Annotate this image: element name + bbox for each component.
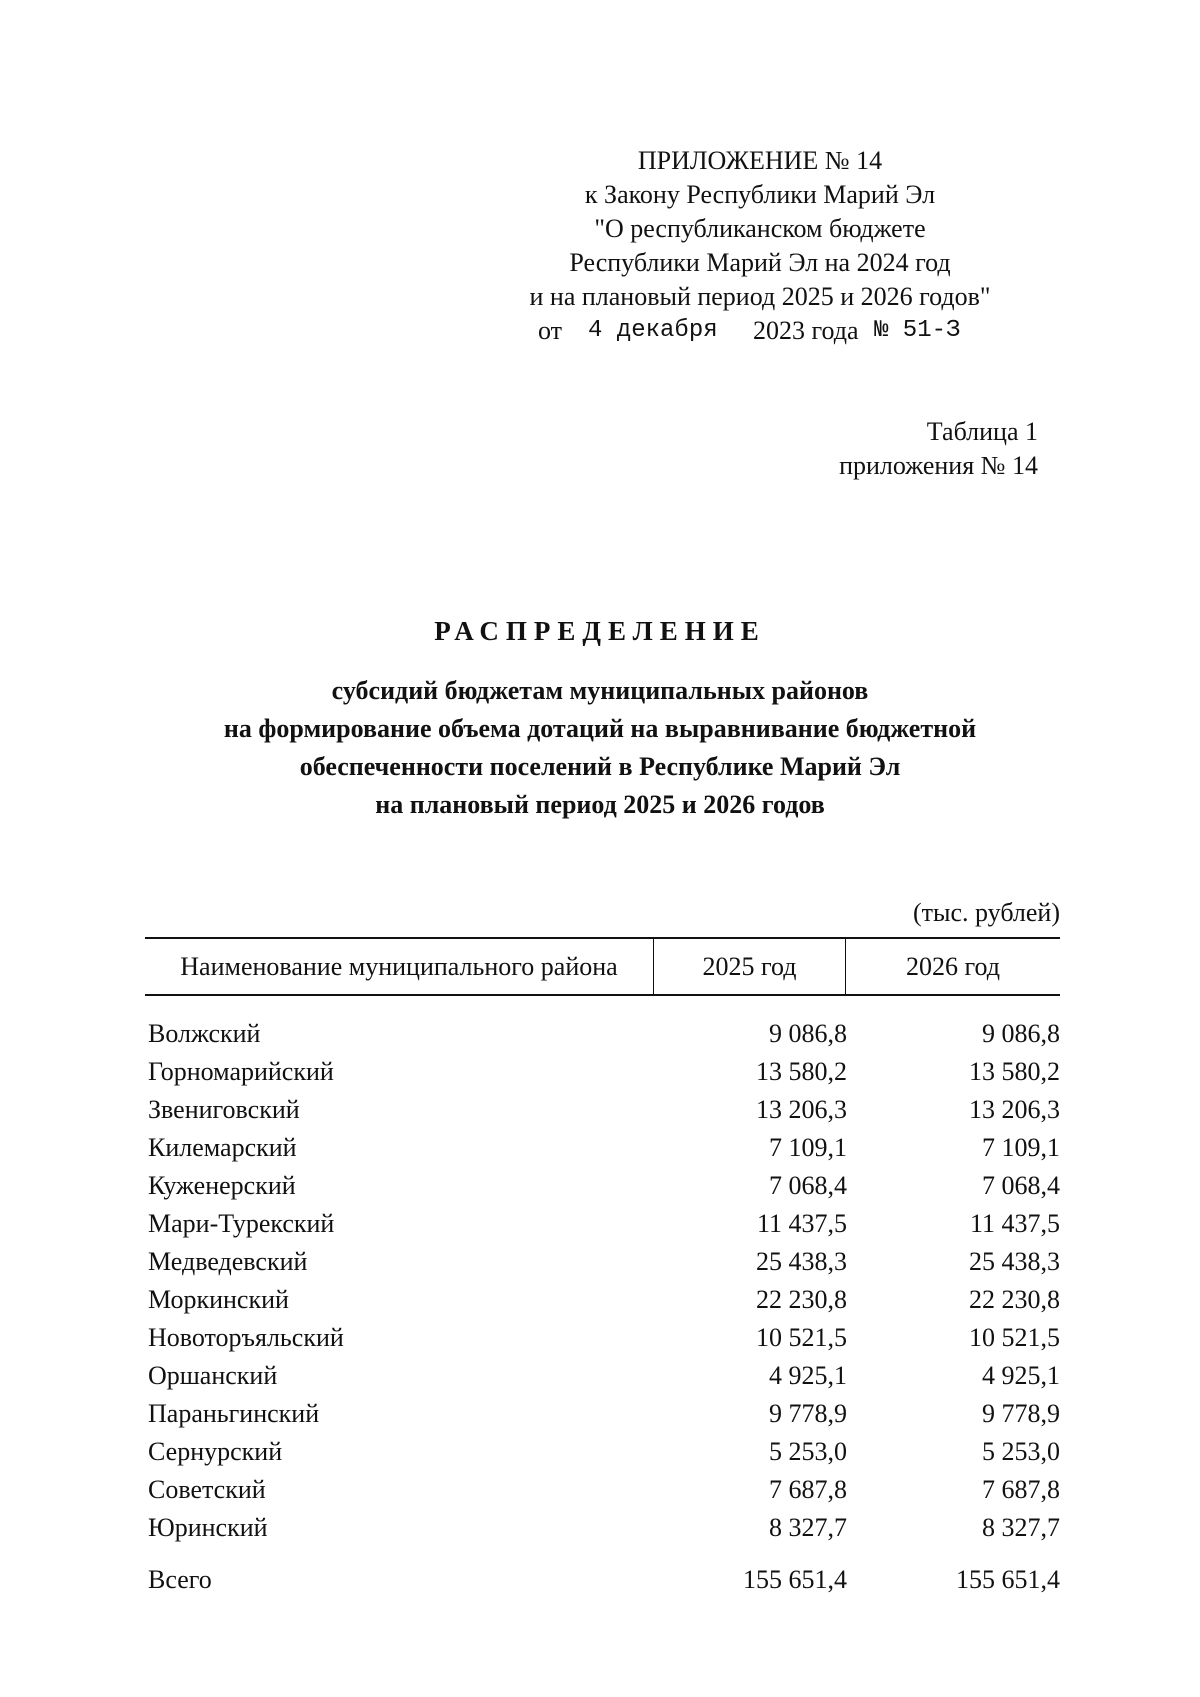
table-row bbox=[145, 1471, 1060, 1509]
value-2026: 11 437,5 bbox=[969, 1209, 1060, 1238]
district-name: Медведевский bbox=[148, 1247, 308, 1276]
table-row bbox=[145, 1433, 1060, 1471]
appendix-number: ПРИЛОЖЕНИЕ № 14 bbox=[637, 146, 883, 175]
table-row bbox=[145, 1015, 1060, 1053]
value-2025: 10 521,5 bbox=[756, 1323, 847, 1352]
district-name: Волжский bbox=[148, 1019, 261, 1048]
value-2026: 9 086,8 bbox=[982, 1019, 1060, 1048]
table-row bbox=[145, 1129, 1060, 1167]
document-subtitle bbox=[0, 672, 1200, 824]
subtitle-line-2: на формирование объема дотаций на выравнивание бюджетной bbox=[223, 714, 977, 743]
appendix-header bbox=[500, 144, 1020, 348]
table-row bbox=[145, 1281, 1060, 1319]
subtitle-line-1: субсидий бюджетам муниципальных районов bbox=[331, 676, 869, 705]
value-2025: 5 253,0 bbox=[769, 1437, 847, 1466]
district-name: Новоторъяльский bbox=[148, 1323, 344, 1352]
value-2026: 7 068,4 bbox=[982, 1171, 1060, 1200]
table-row bbox=[145, 1091, 1060, 1129]
district-name: Советский bbox=[148, 1475, 266, 1504]
date-day-month: 4 декабря bbox=[588, 317, 718, 344]
value-2025: 7 068,4 bbox=[769, 1171, 847, 1200]
units-label: (тыс. рублей) bbox=[912, 898, 1060, 927]
value-2026: 4 925,1 bbox=[982, 1361, 1060, 1390]
value-2026: 7 687,8 bbox=[982, 1475, 1060, 1504]
value-2026: 25 438,3 bbox=[969, 1247, 1060, 1276]
table-number: Таблица 1 bbox=[926, 417, 1038, 446]
value-2026: 7 109,1 bbox=[982, 1133, 1060, 1162]
law-title-line-3: и на плановый период 2025 и 2026 годов" bbox=[529, 282, 991, 311]
table-row bbox=[145, 1509, 1060, 1547]
value-2025: 11 437,5 bbox=[756, 1209, 847, 1238]
table-total-row bbox=[145, 1561, 1060, 1599]
law-title-line-2: Республики Марий Эл на 2024 год bbox=[569, 248, 951, 277]
value-2025: 7 687,8 bbox=[769, 1475, 847, 1504]
column-header-district: Наименование муниципального района bbox=[145, 939, 654, 994]
value-2025: 9 086,8 bbox=[769, 1019, 847, 1048]
value-2025: 7 109,1 bbox=[769, 1133, 847, 1162]
value-2026: 10 521,5 bbox=[969, 1323, 1060, 1352]
total-2026: 155 651,4 bbox=[956, 1565, 1060, 1594]
value-2025: 25 438,3 bbox=[756, 1247, 847, 1276]
column-header-2026: 2026 год bbox=[906, 951, 1000, 981]
table-row bbox=[145, 1243, 1060, 1281]
district-name: Куженерский bbox=[148, 1171, 296, 1200]
distribution-table bbox=[145, 937, 1060, 1599]
district-name: Оршанский bbox=[148, 1361, 278, 1390]
table-row bbox=[145, 1053, 1060, 1091]
district-name: Юринский bbox=[148, 1513, 268, 1542]
district-name: Килемарский bbox=[148, 1133, 297, 1162]
law-reference: к Закону Республики Марий Эл bbox=[584, 180, 936, 209]
date-prefix: от bbox=[538, 316, 563, 345]
value-2026: 5 253,0 bbox=[982, 1437, 1060, 1466]
value-2026: 8 327,7 bbox=[982, 1513, 1060, 1542]
value-2026: 9 778,9 bbox=[982, 1399, 1060, 1428]
law-number: № 51-З bbox=[874, 317, 961, 344]
district-name: Горномарийский bbox=[148, 1057, 334, 1086]
table-row bbox=[145, 1395, 1060, 1433]
value-2025: 8 327,7 bbox=[769, 1513, 847, 1542]
table-header-row bbox=[145, 937, 1060, 996]
table-appendix: приложения № 14 bbox=[839, 451, 1038, 480]
table-reference bbox=[839, 415, 1038, 483]
district-name: Звениговский bbox=[148, 1095, 300, 1124]
value-2025: 22 230,8 bbox=[756, 1285, 847, 1314]
district-name: Моркинский bbox=[148, 1285, 289, 1314]
table-row bbox=[145, 1319, 1060, 1357]
column-header-2025: 2025 год bbox=[654, 939, 846, 994]
law-title-line-1: "О республиканском бюджете bbox=[594, 214, 926, 243]
value-2025: 13 206,3 bbox=[756, 1095, 847, 1124]
law-date-line bbox=[500, 314, 1020, 348]
table-row bbox=[145, 1205, 1060, 1243]
value-2026: 13 206,3 bbox=[969, 1095, 1060, 1124]
subtitle-line-3: обеспеченности поселений в Республике Марий Эл bbox=[299, 752, 901, 781]
table-row bbox=[145, 1357, 1060, 1395]
value-2026: 22 230,8 bbox=[969, 1285, 1060, 1314]
district-name: Параньгинский bbox=[148, 1399, 320, 1428]
value-2025: 4 925,1 bbox=[769, 1361, 847, 1390]
value-2026: 13 580,2 bbox=[969, 1057, 1060, 1086]
total-2025: 155 651,4 bbox=[743, 1565, 847, 1594]
value-2025: 9 778,9 bbox=[769, 1399, 847, 1428]
table-row bbox=[145, 1167, 1060, 1205]
document-title: РАСПРЕДЕЛЕНИЕ bbox=[434, 616, 766, 646]
value-2025: 13 580,2 bbox=[756, 1057, 847, 1086]
subtitle-line-4: на плановый период 2025 и 2026 годов bbox=[375, 790, 825, 819]
date-year: 2023 года bbox=[753, 316, 859, 345]
table-body bbox=[145, 1015, 1060, 1547]
district-name: Сернурский bbox=[148, 1437, 283, 1466]
total-label: Всего bbox=[148, 1565, 212, 1594]
district-name: Мари-Турекский bbox=[148, 1209, 335, 1238]
